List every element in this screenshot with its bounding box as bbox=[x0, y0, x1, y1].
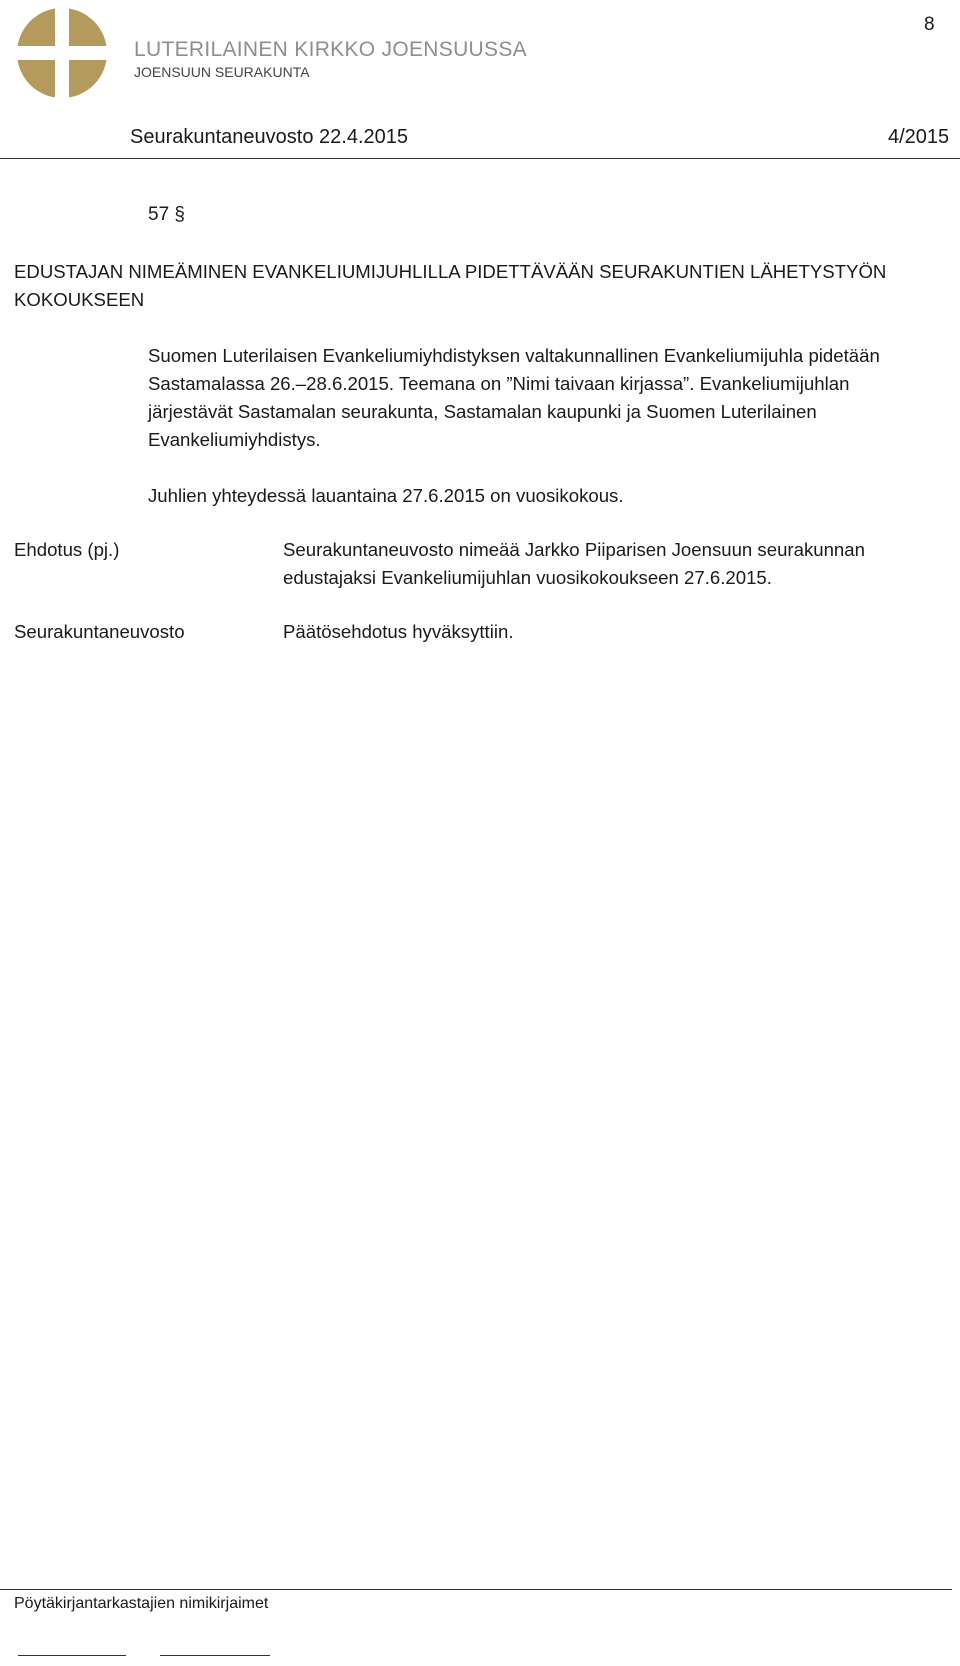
initials-line bbox=[160, 1655, 270, 1656]
decision-label: Seurakuntaneuvosto bbox=[14, 621, 185, 642]
initials-line bbox=[18, 1655, 126, 1656]
proposal-text: Seurakuntaneuvosto nimeää Jarkko Piiparisen Joensuun seurakunnan edustajaksi Evankeliumijuhlan vuosikokoukseen 27.6.2015. bbox=[283, 539, 865, 588]
section-title: EDUSTAJAN NIMEÄMINEN EVANKELIUMIJUHLILLA PIDETTÄVÄÄN SEURAKUNTIEN LÄHETYSTYÖN KOKOUKSEEN bbox=[14, 261, 887, 310]
issue-number: 4/2015 bbox=[888, 126, 950, 148]
organization-unit: JOENSUUN SEURAKUNTA bbox=[134, 64, 310, 80]
footer-divider bbox=[0, 1589, 952, 1590]
decision-text: Päätösehdotus hyväksyttiin. bbox=[283, 621, 514, 642]
page-number: 8 bbox=[924, 14, 935, 35]
meeting-title: Seurakuntaneuvosto 22.4.2015 bbox=[130, 126, 408, 148]
header-divider bbox=[0, 158, 960, 159]
section-number: 57 § bbox=[148, 204, 185, 225]
footer-label: Pöytäkirjantarkastajien nimikirjaimet bbox=[14, 1595, 269, 1612]
proposal-label: Ehdotus (pj.) bbox=[14, 539, 120, 560]
body-paragraph: Suomen Luterilaisen Evankeliumiyhdistyksen valtakunnallinen Evankeliumijuhla pidetään Sastamalassa 26.–28.6.2015. Teemana on ”Nimi taivaan kirjassa”. Evankeliumijuhlan järjestävät Sastamalan seurakunta, Sastamalan kaupunki ja Suomen Luterilainen Evankeliumiyhdistys. bbox=[148, 345, 880, 450]
church-logo bbox=[14, 5, 110, 101]
organization-name: LUTERILAINEN KIRKKO JOENSUUSSA bbox=[134, 38, 527, 61]
body-paragraph: Juhlien yhteydessä lauantaina 27.6.2015 on vuosikokous. bbox=[148, 485, 624, 506]
